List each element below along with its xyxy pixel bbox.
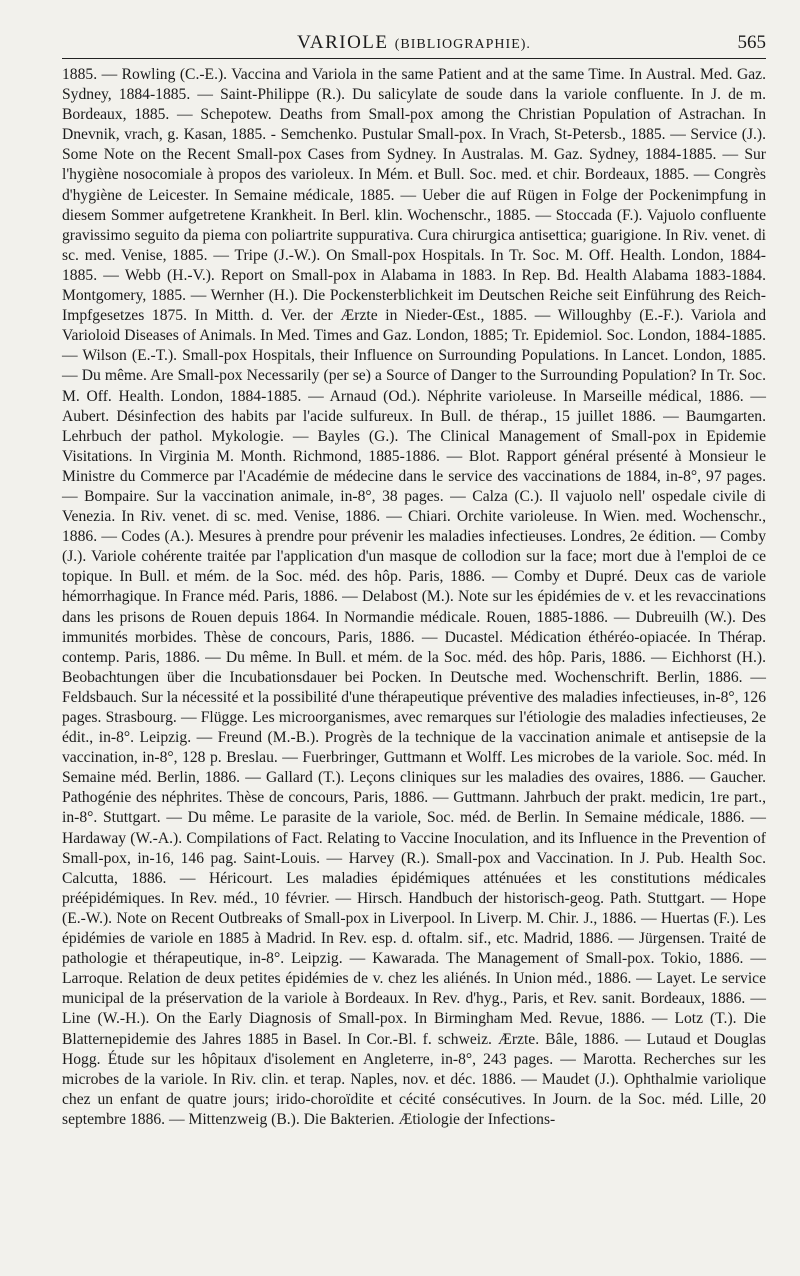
- title-sub: (BIBLIOGRAPHIE).: [394, 37, 531, 52]
- bibliography-body: [62, 65, 766, 1130]
- page-number: 565: [737, 32, 766, 53]
- title-main: VARIOLE: [297, 32, 389, 53]
- bibliography-text: 1885. — Rowling (C.-E.). Vaccina and Variola in the same Patient and at the same Time. In Austral. Med. Gaz. Sydney, 1884-1885. — Saint-Philippe (R.). Du salicylate de soude dans la variole confluente. In J. de m. Bordeaux, 1885. — Schepotew. Deaths from Small-pox among the Christian Population of Astrachan. In Dnevnik, vrach, g. Kasan, 1885. - Semchenko. Pustular Small-pox. In Vrach, St-Petersb., 1885. — Service (J.). Some Note on the Recent Small-pox Cases from Sydney. In Australas. M. Gaz. Sydney, 1884-1885. — Sur l'hygiène nosocomiale à propos des varioleux. In Mém. et Bull. Soc. med. et chir. Bordeaux, 1885. — Congrès d'hygiène de Leicester. In Semaine médicale, 1885. — Ueber die auf Rügen in Folge der Pockenimpfung in diesem Sommer aufgetretene Krankheit. In Berl. klin. Wochenschr., 1885. — Stoccada (F.). Vajuolo confluente gravissimo seguito da piema con poliartrite suppurativa. Cura chirurgica antisettica; guarigione. In Riv. venet. di sc. med. Venise, 1885. — Tripe (J.-W.). On Small-pox Hospitals. In Tr. Soc. M. Off. Health. London, 1884-1885. — Webb (H.-V.). Report on Small-pox in Alabama in 1883. In Rep. Bd. Health Alabama 1883-1884. Montgomery, 1885. — Wernher (H.). Die Pockensterblichkeit im Deutschen Reiche seit Einführung des Reich-Impfgesetzes 1875. In Mitth. d. Ver. der Ærzte in Nieder-Œst., 1885. — Willoughby (E.-F.). Variola and Varioloid Diseases of Animals. In Med. Times and Gaz. London, 1885; Tr. Epidemiol. Soc. London, 1884-1885. — Wilson (E.-T.). Small-pox Hospitals, their Influence on Surrounding Populations. In Lancet. London, 1885. — Du même. Are Small-pox Necessarily (per se) a Source of Danger to the Surrounding Population? In Tr. Soc. M. Off. Health. London, 1884-1885. — Arnaud (Od.). Néphrite varioleuse. In Marseille médical, 1886. — Aubert. Désinfection des habits par l'acide sulfureux. In Bull. de thérap., 15 juillet 1886. — Baumgarten. Lehrbuch der pathol. Mykologie. — Bayles (G.). The Clinical Management of Small-pox in Epidemie Visitations. In Virginia M. Month. Richmond, 1885-1886. — Blot. Rapport général présenté à Monsieur le Ministre du Commerce par l'Académie de médecine dans le service des vaccinations de 1884, in-8°, 97 pages. — Bompaire. Sur la vaccination animale, in-8°, 38 pages. — Calza (C.). Il vajuolo nell' ospedale civile di Venezia. In Riv. venet. di sc. med. Venise, 1886. — Chiari. Orchite varioleuse. In Wien. med. Wochenschr., 1886. — Codes (A.). Mesures à prendre pour prévenir les maladies infectieuses. Londres, 2e édition. — Comby (J.). Variole cohérente traitée par l'application d'un masque de collodion sur la face; mort due à l'emploi de ce topique. In Bull. et mém. de la Soc. méd. des hôp. Paris, 1886. — Comby et Dupré. Deux cas de variole hémorrhagique. In France méd. Paris, 1886. — Delabost (M.). Note sur les épidémies de v. et les revaccinations dans les prisons de Rouen depuis 1864. In Normandie médicale. Rouen, 1885-1886. — Dubreuilh (W.). Des immunités morbides. Thèse de concours, Paris, 1886. — Ducastel. Médication éthéréo-opiacée. In Thérap. contemp. Paris, 1886. — Du même. In Bull. et mém. de la Soc. méd. des hôp. Paris, 1886. — Eichhorst (H.). Beobachtungen über die Incubationsdauer bei Pocken. In Deutsche med. Wochenschrift. Berlin, 1886. — Feldsbauch. Sur la nécessité et la possibilité d'une thérapeutique préventive des maladies infectieuses, in-8°, 126 pages. Strasbourg. — Flügge. Les microorganismes, avec remarques sur l'étiologie des maladies infectieuses, 2e édit., in-8°. Leipzig. — Freund (M.-B.). Progrès de la technique de la vaccination animale et antisepsie de la vaccination, in-8°, 128 p. Breslau. — Fuerbringer, Guttmann et Wolff. Les microbes de la variole. Soc. méd. In Semaine méd. Berlin, 1886. — Gallard (T.). Leçons cliniques sur les maladies des ovaires, 1886. — Gaucher. Pathogénie des néphrites. Thèse de concours, Paris, 1886. — Guttmann. Jahrbuch der prakt. medicin, 1re part., in-8°. Stuttgart. — Du même. Le parasite de la variole, Soc. méd. de Berlin. In Semaine médicale, 1886. — Hardaway (W.-A.). Compilations of Fact. Relating to Vaccine Inoculation, and its Influence in the Prevention of Small-pox, in-16, 146 pag. Saint-Louis. — Harvey (R.). Small-pox and Vaccination. In J. Pub. Health Soc. Calcutta, 1886. — Héricourt. Les maladies épidémiques atténuées et les constitutions médicales préépidémiques. In Rev. méd., 10 février. — Hirsch. Handbuch der historisch-geog. Path. Stuttgart. — Hope (E.-W.). Note on Recent Outbreaks of Small-pox in Liverpool. In Liverp. M. Chir. J., 1886. — Huertas (F.). Les épidémies de variole en 1885 à Madrid. In Rev. esp. d. oftalm. sif., etc. Madrid, 1886. — Jürgensen. Traité de pathologie et thérapeutique, in-8°. Leipzig. — Kawarada. The Management of Small-pox. Tokio, 1886. — Larroque. Relation de deux petites épidémies de v. chez les aliénés. In Union méd., 1886. — Layet. Le service municipal de la préservation de la variole à Bordeaux. In Rev. d'hyg., Paris, et Rev. sanit. Bordeaux, 1886. — Line (W.-H.). On the Early Diagnosis of Small-pox. In Birmingham Med. Revue, 1886. — Lotz (T.). Die Blatternepidemie des Jahres 1885 in Basel. In Cor.-Bl. f. schweiz. Ærzte. Bâle, 1886. — Lutaud et Douglas Hogg. Étude sur les hôpitaux d'isolement en Angleterre, in-8°, 243 pages. — Marotta. Recherches sur les microbes de la variole. In Riv. clin. et terap. Naples, nov. et déc. 1886. — Maudet (J.). Ophthalmie variolique chez un enfant de quatre jours; irido-choroïdite et cécité consécutives. In Journ. de la Soc. méd. Lille, 20 septembre 1886. — Mittenzweig (B.). Die Bakterien. Ætiologie der Infections-: [62, 66, 766, 1128]
- running-title: [62, 32, 766, 54]
- running-header: [62, 28, 766, 59]
